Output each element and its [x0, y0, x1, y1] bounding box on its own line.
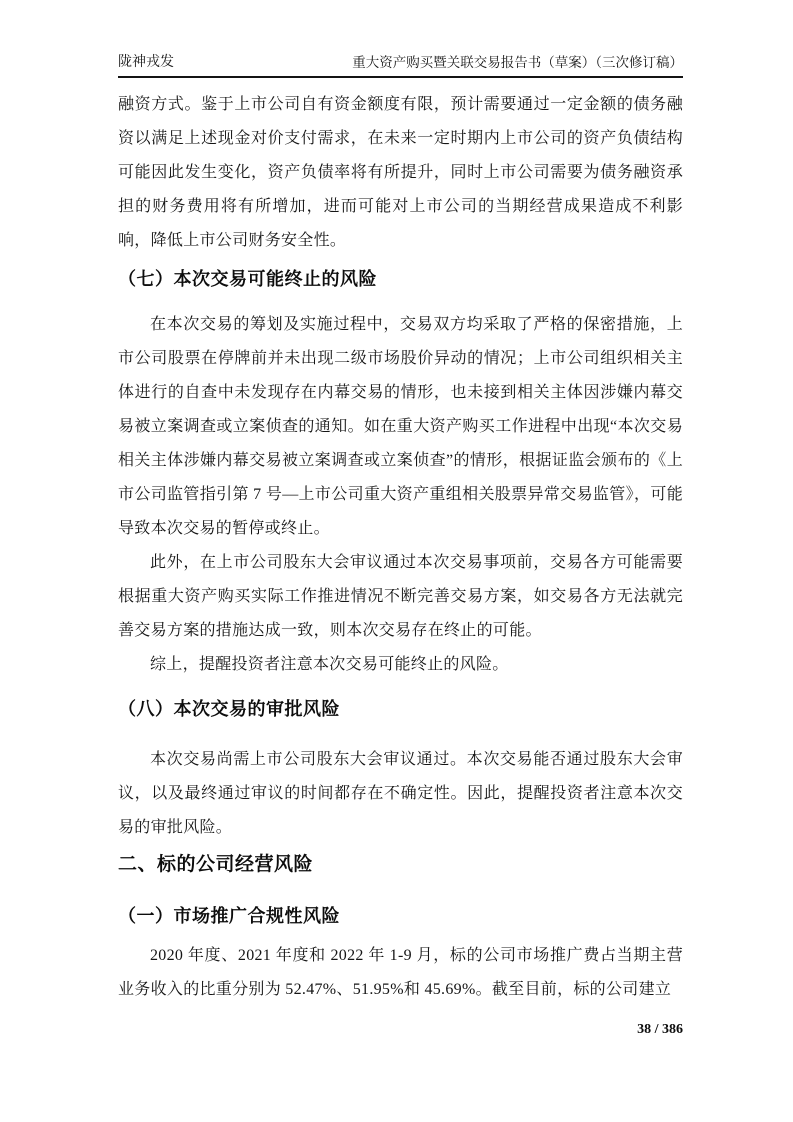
- paragraph-plan-improvement: 此外，在上市公司股东大会审议通过本次交易事项前，交易各方可能需要根据重大资产购买实际工作推进情况不断完善交易方案，如交易各方无法就完善交易方案的措施达成一致，则本次交易存在终止的可能。: [118, 554, 683, 639]
- section-heading-8-approval-risk: （八）本次交易的审批风险: [118, 699, 340, 719]
- section-heading-7-termination-risk: （七）本次交易可能终止的风险: [118, 269, 377, 289]
- paragraph-approval-risk: 本次交易尚需上市公司股东大会审议通过。本次交易能否通过股东大会审议，以及最终通过审议的时间都存在不确定性。因此，提醒投资者注意本次交易的审批风险。: [118, 751, 683, 836]
- paragraph-marketing-expense-ratio: 2020 年度、2021 年度和 2022 年 1-9 月，标的公司市场推广费占当期主营业务收入的比重分别为 52.47%、51.95%和 45.69%。截至目前，标的公司建立: [118, 947, 683, 998]
- page-number: 38 / 386: [637, 1022, 683, 1037]
- section-heading-1-marketing-compliance-risk: （一）市场推广合规性风险: [118, 906, 340, 926]
- paragraph-summary-reminder: 综上，提醒投资者注意本次交易可能终止的风险。: [150, 656, 509, 673]
- header-report-title: 重大资产购买暨关联交易报告书（草案）（三次修订稿）: [352, 55, 683, 70]
- document-body: [118, 88, 683, 1007]
- chapter-heading-2-target-company-operating-risk: 二、标的公司经营风险: [118, 854, 314, 875]
- paragraph-insider-trading: 在本次交易的筹划及实施过程中，交易双方均采取了严格的保密措施，上市公司股票在停牌前并未出现二级市场股价异动的情况；上市公司组织相关主体进行的自查中未发现存在内幕交易的情形，也未接到相关主体因涉嫌内幕交易被立案调查或立案侦查的通知。如在重大资产购买工作进程中出现“本次交易相关主体涉嫌内幕交易被立案调查或立案侦查”的情形，根据证监会颁布的《上市公司监管指引第 7 号—上市公司重大资产重组相关股票异常交易监管》，可能导致本次交易的暂停或终止。: [118, 316, 683, 537]
- paragraph-financing-risk-continuation: 融资方式。鉴于上市公司自有资金额度有限，预计需要通过一定金额的债务融资以满足上述现金对价支付需求，在未来一定时期内上市公司的资产负债结构可能因此发生变化，资产负债率将有所提升，同时上市公司需要为债务融资承担的财务费用将有所增加，进而可能对上市公司的当期经营成果造成不利影响，降低上市公司财务安全性。: [118, 96, 683, 249]
- header-company-name: 陇神戎发: [118, 55, 174, 70]
- page-header: [118, 0, 683, 78]
